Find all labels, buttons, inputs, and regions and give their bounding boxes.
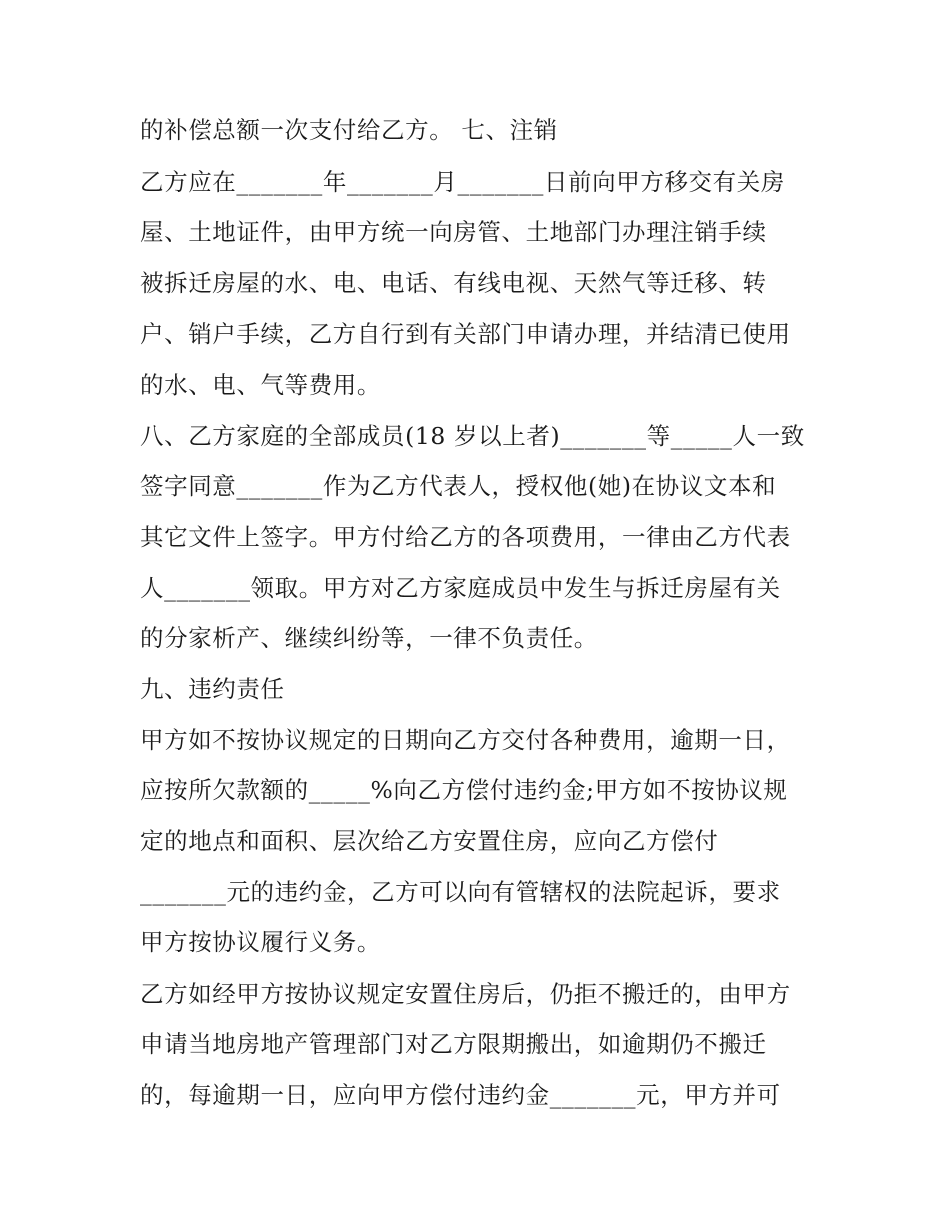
text-line: 的水、电、气等费用。: [140, 371, 381, 399]
text-line: 被拆迁房屋的水、电、电话、有线电视、天然气等迁移、转: [140, 269, 767, 297]
text-line: _______元的违约金，乙方可以向有管辖权的法院起诉，要求: [140, 878, 781, 906]
text-line: 甲方按协议履行义务。: [140, 928, 381, 956]
text-line: 定的地点和面积、层次给乙方安置住房，应向乙方偿付: [140, 827, 719, 855]
text-line: 的补偿总额一次支付给乙方。 七、注销: [140, 116, 558, 144]
text-line: 八、乙方家庭的全部成员(18 岁以上者)_______等_____人一致: [140, 422, 805, 450]
text-line: 申请当地房地产管理部门对乙方限期搬出，如逾期仍不搬迁: [140, 1030, 767, 1058]
text-line: 的，每逾期一日，应向甲方偿付违约金_______元，甲方并可: [140, 1081, 781, 1109]
text-line: 乙方应在_______年_______月_______日前向甲方移交有关房: [140, 168, 785, 196]
text-line: 甲方如不按协议规定的日期向乙方交付各种费用，逾期一日，: [140, 726, 791, 754]
text-line: 屋、土地证件，由甲方统一向房管、土地部门办理注销手续: [140, 218, 767, 246]
section-heading: 九、违约责任: [140, 675, 285, 703]
text-line: 乙方如经甲方按协议规定安置住房后，仍拒不搬迁的，由甲方: [140, 980, 791, 1008]
text-line: 其它文件上签字。甲方付给乙方的各项费用，一律由乙方代表: [140, 523, 791, 551]
text-line: 应按所欠款额的_____%向乙方偿付违约金;甲方如不按协议规: [140, 776, 788, 804]
text-line: 的分家析产、继续纠纷等，一律不负责任。: [140, 624, 598, 652]
text-line: 人_______领取。甲方对乙方家庭成员中发生与拆迁房屋有关: [140, 574, 781, 602]
text-line: 户、销户手续，乙方自行到有关部门申请办理，并结清已使用: [140, 320, 791, 348]
text-line: 签字同意_______作为乙方代表人，授权他(她)在协议文本和: [140, 472, 777, 500]
